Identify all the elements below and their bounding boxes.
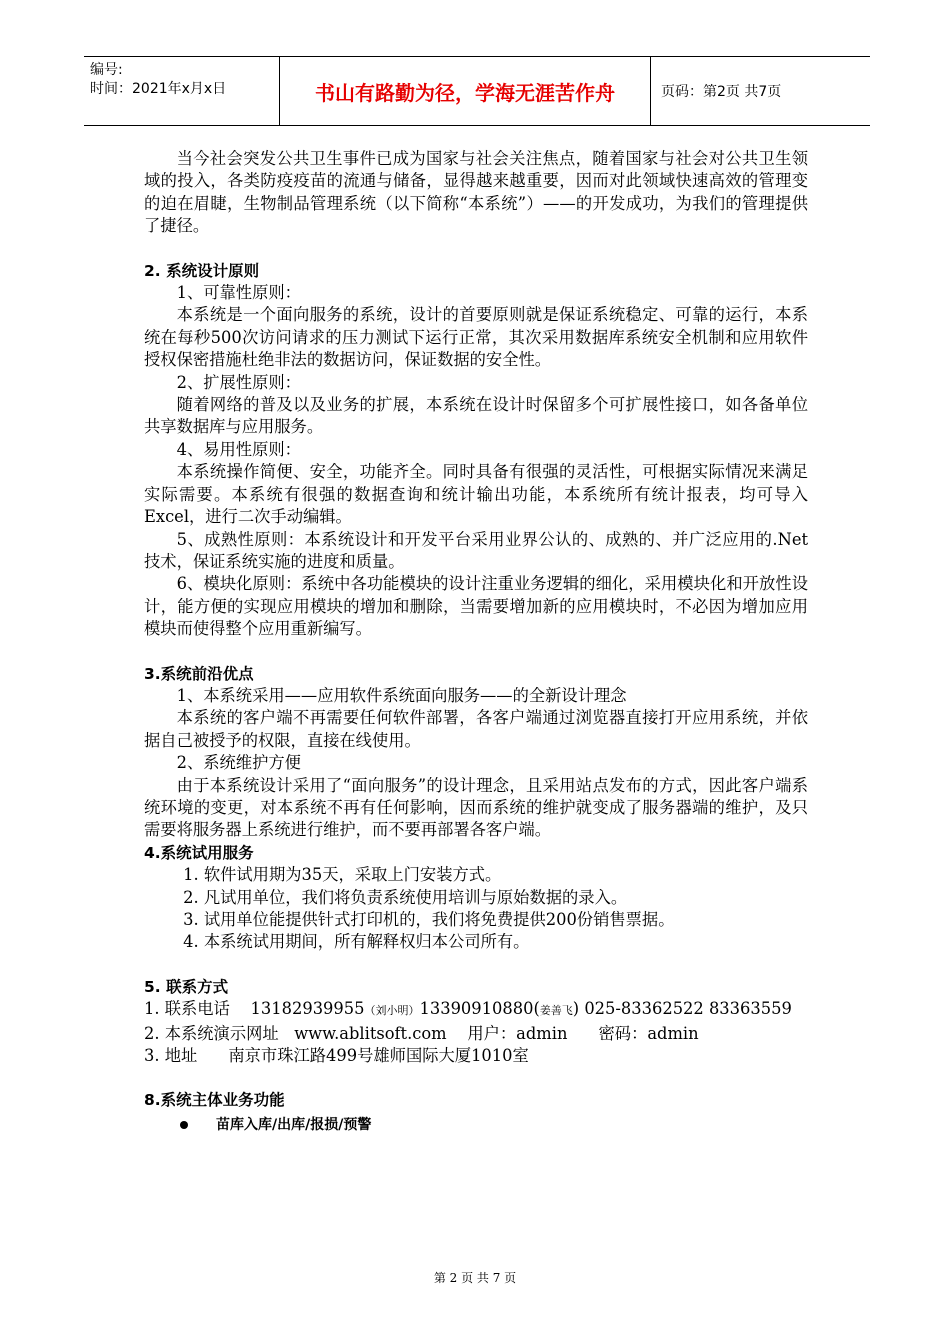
section-2-title: 2. 系统设计原则 [144,261,260,280]
principle-2-body: 随着网络的普及以及业务的扩展，本系统在设计时保留多个可扩展性接口，如各备单位共享数据库与应用服务。 [144,395,808,437]
principle-6: 6、模块化原则：系统中各功能模块的设计注重业务逻辑的细化，采用模块化和开放性设计，能方便的实现应用模块的增加和删除，当需要增加新的应用模块时，不必因为增加应用模块而使得整个应用重新编写。 [144,574,808,639]
trial-item-1: 1. 软件试用期为35天，采取上门安装方式。 [183,865,502,885]
trial-item-3: 3. 试用单位能提供针式打印机的，我们将免费提供200份销售票据。 [183,910,675,929]
function-bullet-item [144,1114,808,1136]
contact-site-url[interactable]: www.ablitsoft.com [294,1023,447,1043]
advantage-1-label: 1、本系统采用——应用软件系统面向服务——的全新设计理念 [176,685,627,705]
contact-phone-1: 13182939955 [250,999,365,1019]
trial-item-4: 4. 本系统试用期间，所有解释权归本公司所有。 [183,932,530,952]
principle-4-body: 本系统操作简便、安全，功能齐全。同时具备有很强的灵活性，可根据实际情况来满足实际需要。本系统有很强的数据查询和统计输出功能，本系统所有统计报表，均可导入Excel，进行二次手动编辑。 [144,462,808,527]
principle-2-label: 2、扩展性原则： [176,372,301,392]
section-4-title: 4.系统试用服务 [144,843,254,862]
intro-paragraph: 当今社会突发公共卫生事件已成为国家与社会关注焦点，随着国家与社会对公共卫生领域的投入，各类防疫疫苗的流通与储备，显得越来越重要，因而对此领域快速高效的管理变的迫在眉睫，生物制品管理系统（以下简称“本系统”）——的开发成功，为我们的管理提供了捷径。 [144,149,808,236]
contact-phone-2-name: 姜善飞 [539,1004,573,1018]
section-3-title: 3.系统前沿优点 [144,664,254,683]
advantage-1-body: 本系统的客户端不再需要任何软件部署，各客户端通过浏览器直接打开应用系统，并依据自己被授予的权限，直接在线使用。 [144,708,808,750]
trial-item-2: 2. 凡试用单位，我们将负责系统使用培训与原始数据的录入。 [183,887,628,907]
contact-password: 密码：admin [598,1023,699,1043]
advantage-2-body: 由于本系统设计采用了“面向服务”的设计理念，且采用站点发布的方式，因此客户端系统环境的变更，对本系统不再有任何影响，因而系统的维护就变成了服务器端的维护，及只需要将服务器上系统进行维护，而不要再部署各客户端。 [144,775,808,840]
page-header [84,56,870,126]
header-number-label: 编号: [90,62,123,78]
header-motto: 书山有路勤为径，学海无涯苦作舟 [280,57,651,125]
section-8-title: 8.系统主体业务功能 [144,1091,285,1110]
advantage-2-label: 2、系统维护方便 [176,753,301,773]
contact-site-label: 2. 本系统演示网址 [144,1023,279,1043]
document-body [144,148,808,1136]
header-time-label: 时间：2021年x月x日 [90,81,227,97]
contact-address: 南京市珠江路499号雄师国际大厦1010室 [228,1046,529,1066]
contact-site-line [144,1023,808,1045]
contact-user: 用户：admin [467,1023,568,1043]
contact-phone-label: 1. 联系电话 [144,999,230,1019]
header-page-info: 页码：第2页 共7页 [661,84,782,100]
contact-phone-rest: ) 025-83362522 83363559 [572,999,792,1019]
section-5-title: 5. 联系方式 [144,977,229,996]
contact-address-label: 3. 地址 [144,1046,198,1066]
bullet-dot-icon [180,1121,188,1129]
contact-address-line [144,1045,808,1067]
contact-phone-line [144,998,808,1022]
contact-phone-2: 13390910880( [419,999,540,1019]
principle-4-label: 4、易用性原则： [176,439,301,459]
principle-1-body: 本系统是一个面向服务的系统，设计的首要原则就是保证系统稳定、可靠的运行，本系统在每秒500次访问请求的压力测试下运行正常，其次采用数据库系统安全机制和应用软件授权保密措施杜绝非法的数据访问，保证数据的安全性。 [144,305,808,370]
principle-1-label: 1、可靠性原则： [176,283,301,303]
contact-phone-1-name: （刘小明） [364,1004,420,1018]
header-meta [84,57,280,125]
page-footer: 第 2 页 共 7 页 [433,1271,517,1285]
principle-5: 5、成熟性原则：本系统设计和开发平台采用业界公认的、成熟的、并广泛应用的.Net技术，保证系统实施的进度和质量。 [144,529,808,571]
function-bullet-text: 苗库入库/出库/报损/预警 [216,1116,372,1133]
